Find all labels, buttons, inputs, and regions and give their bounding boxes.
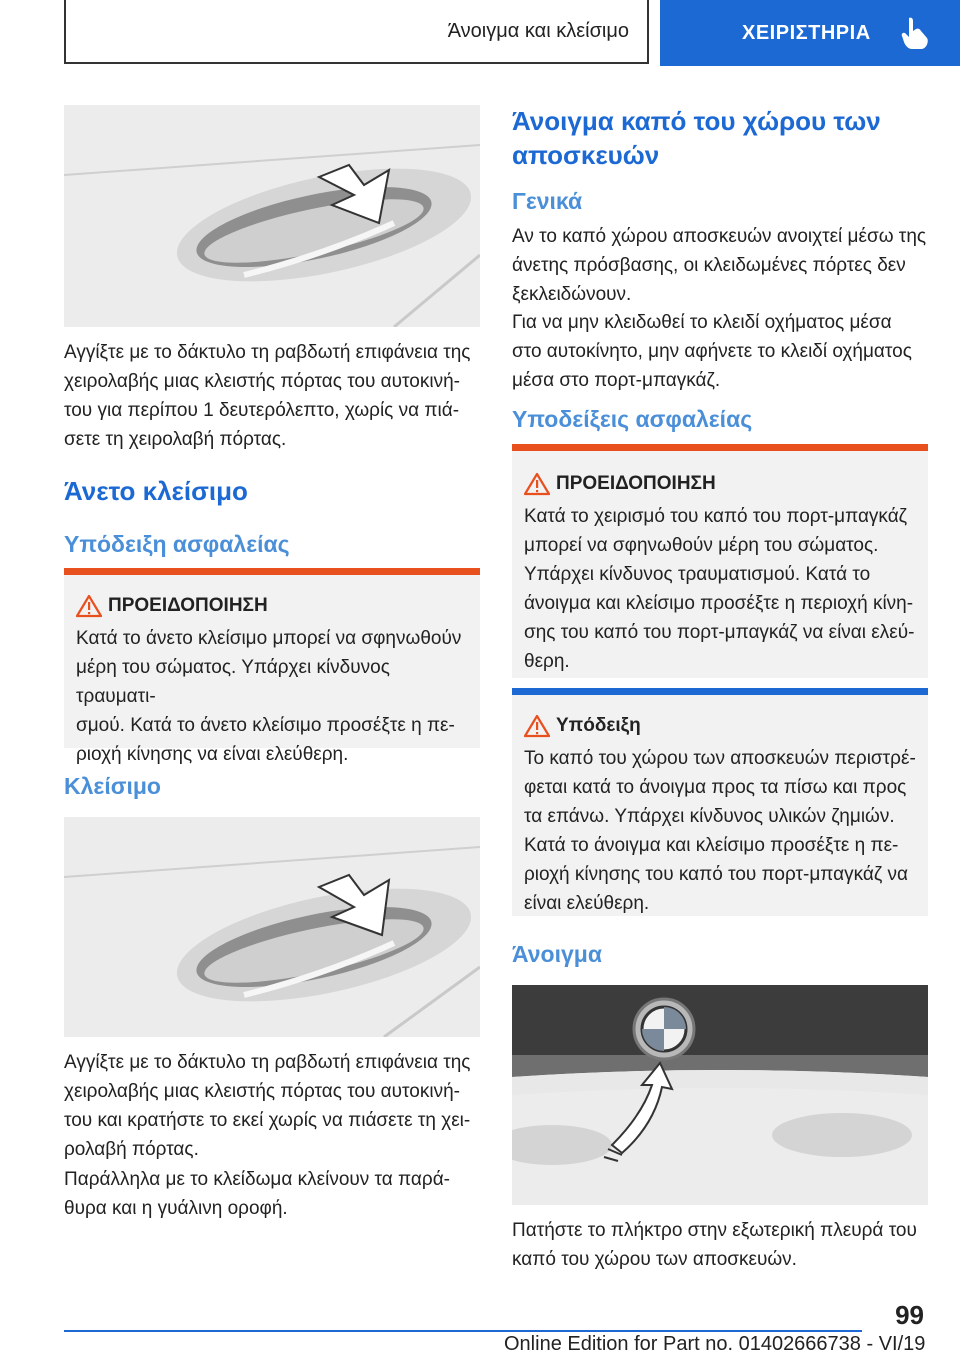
text-line: Υπάρχει κίνδυνος τραυματισμού. Κατά το (524, 564, 871, 585)
warning-box-trunk (512, 444, 928, 678)
subheading-opening: Άνοιγμα (512, 941, 602, 967)
page-number: 99 (895, 1300, 924, 1330)
warning-bar (64, 568, 480, 575)
text-line: σετε τη χειρολαβή πόρτας. (64, 429, 287, 450)
text-line: άνοιγμα και κλείσιμο προσέξτε η περιοχή κίνη- (524, 593, 914, 614)
door-handle-illustration (64, 105, 480, 327)
subheading-safety-tips: Υποδείξεις ασφαλείας (512, 406, 753, 432)
text-line: Κατά το άνοιγμα και κλείσιμο προσέξτε η πε- (524, 835, 899, 856)
text-line: τα επάνω. Υπάρχει κίνδυνος υλικών ζημιών. (524, 806, 895, 827)
heading-trunk-opening (512, 104, 881, 172)
warning-title: ΠΡΟΕΙΔΟΠΟΙΗΣΗ (108, 595, 268, 616)
text-line: χειρολαβής μιας κλειστής πόρτας του αυτοκινή- (64, 1081, 460, 1102)
text-line: άνετης πρόσβασης, οι κλειδωμένες πόρτες δεν (512, 255, 906, 276)
edition-note: Online Edition for Part no. 01402666738 - VI/19 (504, 1333, 926, 1355)
text-line: σμού. Κατά το άνετο κλείσιμο προσέξτε η πε- (76, 715, 455, 736)
footer-divider (64, 1330, 862, 1332)
note-title: Υπόδειξη (556, 715, 641, 736)
note-text (524, 744, 918, 918)
subheading-closing: Κλείσιμο (64, 773, 161, 799)
door-handle-illustration (64, 817, 480, 1037)
subheading-safety-note: Υπόδειξη ασφαλείας (64, 531, 290, 557)
warning-text (76, 624, 470, 769)
text-line: ριοχή κίνησης του καπό του πορτ-μπαγκάζ να (524, 864, 909, 885)
heading-comfort-closing: Άνετο κλείσιμο (64, 476, 248, 506)
door-handle-photo-lock (64, 817, 480, 1037)
warning-box-comfort (64, 568, 480, 765)
text-line: θυρα και η γυάλινη οροφή. (64, 1198, 288, 1219)
heading-line: αποσκευών (512, 140, 660, 170)
text-line: ξεκλειδώνουν. (512, 284, 632, 305)
text-line: του και κρατήστε το εκεί χωρίς να πιάσετε τη χει- (64, 1110, 471, 1131)
heading-line: Άνοιγμα καπό του χώρου των (512, 106, 881, 136)
header-chapter-title: ΧΕΙΡΙΣΤΗΡΙΑ (742, 21, 871, 44)
caption-windows-close (64, 1165, 484, 1223)
hand-pointer-icon (900, 16, 930, 50)
text-line: σης του καπό του πορτ-μπαγκάζ να είναι ελεύ- (524, 622, 915, 643)
warning-triangle-icon (524, 472, 550, 496)
caption-hold-handle (64, 1048, 484, 1164)
header-section-title: Άνοιγμα και κλείσιμο (447, 19, 629, 42)
text-line: θερη. (524, 651, 570, 672)
warning-bar (512, 444, 928, 451)
text-line: Κατά το άνετο κλείσιμο μπορεί να σφηνωθούν (76, 628, 462, 649)
text-line: καπό του χώρου των αποσκευών. (512, 1249, 797, 1270)
text-line: Το καπό του χώρου των αποσκευών περιστρέ- (524, 748, 916, 769)
text-line: στο αυτοκίνητο, μην αφήνετε το κλειδί οχήματος (512, 341, 912, 362)
trunk-button-photo (512, 985, 928, 1205)
trunk-illustration (512, 985, 928, 1205)
note-bar (512, 688, 928, 695)
text-line: Παράλληλα με το κλείδωμα κλείνουν τα παρά- (64, 1169, 451, 1190)
note-box-trunk (512, 688, 928, 916)
text-line: Αγγίξτε με το δάκτυλο τη ραβδωτή επιφάνεια της (64, 342, 471, 363)
general-paragraph-2 (512, 308, 932, 395)
caution-triangle-icon (524, 714, 550, 738)
header-chapter-tab[interactable] (660, 0, 960, 66)
text-line: Κατά το χειρισμό του καπό του πορτ-μπαγκάζ (524, 506, 908, 527)
text-line: μέσα στο πορτ-μπαγκάζ. (512, 370, 721, 391)
text-line: Αν το καπό χώρου αποσκευών ανοιχτεί μέσω της (512, 226, 927, 247)
warning-title: ΠΡΟΕΙΔΟΠΟΙΗΣΗ (556, 473, 716, 494)
caption-touch-handle (64, 338, 484, 454)
warning-text (524, 502, 918, 676)
subheading-general: Γενικά (512, 188, 583, 214)
text-line: Πατήστε το πλήκτρο στην εξωτερική πλευρά του (512, 1220, 917, 1241)
text-line: ρολαβή πόρτας. (64, 1139, 199, 1160)
text-line: μέρη του σώματος. Υπάρχει κίνδυνος τραυματι- (76, 657, 390, 707)
general-paragraph-1 (512, 222, 932, 309)
text-line: χειρολαβής μιας κλειστής πόρτας του αυτοκινή- (64, 371, 460, 392)
text-line: ριοχή κίνησης να είναι ελεύθερη. (76, 744, 349, 765)
caption-press-button (512, 1216, 932, 1274)
door-handle-photo-touch (64, 105, 480, 327)
text-line: μπορεί να σφηνωθούν μέρη του σώματος. (524, 535, 879, 556)
text-line: Για να μην κλειδωθεί το κλειδί οχήματος μέσα (512, 312, 892, 333)
warning-triangle-icon (76, 594, 102, 618)
text-line: είναι ελεύθερη. (524, 893, 650, 914)
text-line: Αγγίξτε με το δάκτυλο τη ραβδωτή επιφάνεια της (64, 1052, 471, 1073)
header-section-box (64, 0, 649, 64)
text-line: του για περίπου 1 δευτερόλεπτο, χωρίς να πιά- (64, 400, 460, 421)
text-line: φεται κατά το άνοιγμα προς τα πίσω και προς (524, 777, 907, 798)
